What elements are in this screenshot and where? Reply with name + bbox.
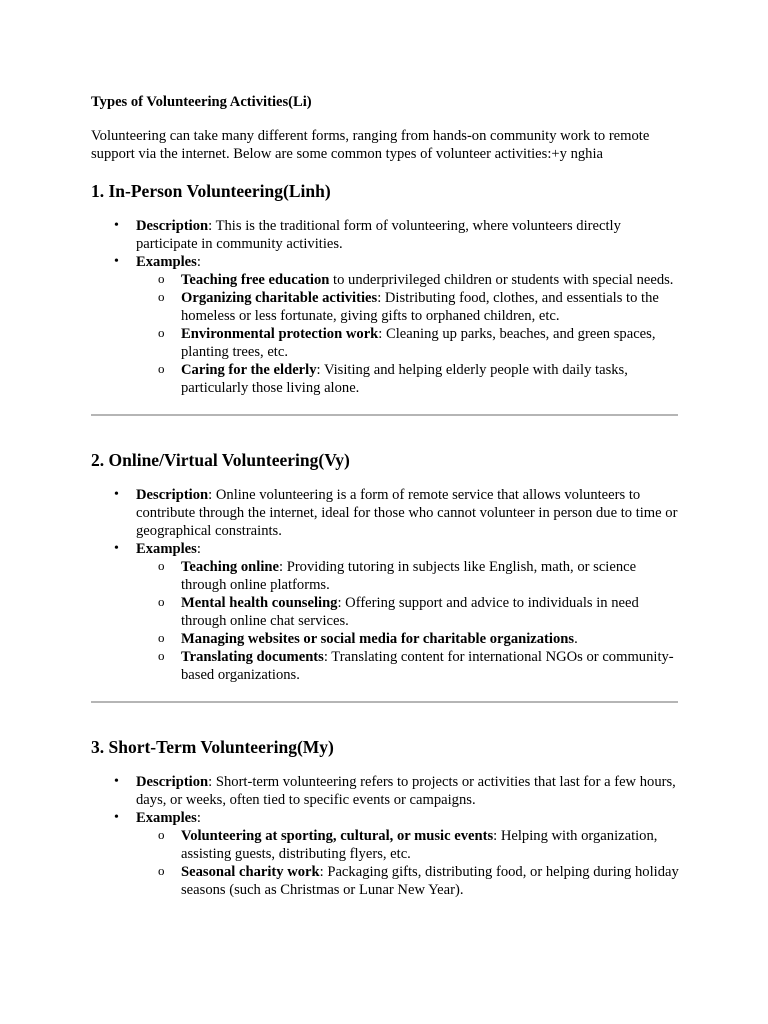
sub-bullet-icon: o: [158, 289, 165, 304]
sub-bullet-icon: o: [158, 361, 165, 376]
sub-bullet-icon: o: [158, 594, 165, 609]
section-heading: 1. In-Person Volunteering(Linh): [91, 181, 331, 201]
example-text: : Cleaning up parks, beaches, and green spaces, planting trees, etc.: [181, 326, 656, 360]
sub-bullet-icon: o: [158, 630, 165, 645]
sub-bullet-icon: o: [158, 827, 165, 842]
sub-bullet-icon: o: [158, 271, 165, 286]
examples-label: Examples: [136, 810, 197, 826]
description-item: [91, 486, 681, 540]
description-text: : This is the traditional form of volunteering, where volunteers directly participate in community activities.: [136, 218, 621, 252]
section-bullet-list: [91, 486, 681, 684]
example-bold: Managing websites or social media for charitable organizations: [181, 631, 575, 647]
example-text: to underprivileged children or students with special needs.: [329, 272, 674, 288]
example-text: : Helping with organization, assisting guests, distributing flyers, etc.: [181, 828, 658, 862]
section-bullet-list: [91, 217, 681, 397]
bullet-icon: •: [114, 810, 119, 825]
example-item: [136, 558, 681, 594]
example-text: : Visiting and helping elderly people with daily tasks, particularly those living alone.: [181, 362, 628, 396]
example-item: [136, 630, 681, 648]
examples-list: [136, 271, 681, 397]
example-bold: Seasonal charity work: [181, 864, 320, 880]
examples-item: [91, 809, 681, 899]
sub-bullet-icon: o: [158, 863, 165, 878]
intro-paragraph: Volunteering can take many different forms, ranging from hands-on community work to remote support via the internet. Below are some common types of volunteer activities:+y nghia: [91, 128, 650, 162]
example-bold: Environmental protection work: [181, 326, 379, 342]
document-content: [91, 93, 681, 899]
example-bold: Teaching free education: [181, 272, 330, 288]
examples-item: [91, 540, 681, 684]
section-bullet-list: [91, 773, 681, 899]
bullet-icon: •: [114, 774, 119, 789]
examples-colon: :: [196, 810, 201, 826]
example-text: : Packaging gifts, distributing food, or helping during holiday seasons (such as Christmas or Lunar New Year).: [181, 864, 679, 898]
example-bold: Translating documents: [181, 649, 324, 665]
section-in-person: [91, 180, 681, 397]
section-divider: [91, 414, 678, 416]
examples-list: [136, 558, 681, 684]
example-item: [136, 271, 681, 289]
example-item: [136, 827, 681, 863]
example-item: [136, 863, 681, 899]
example-item: [136, 361, 681, 397]
sub-bullet-icon: o: [158, 325, 165, 340]
bullet-icon: •: [114, 541, 119, 556]
section-heading: 3. Short-Term Volunteering(My): [91, 737, 334, 757]
examples-label: Examples: [136, 254, 197, 270]
example-bold: Volunteering at sporting, cultural, or music events: [181, 828, 494, 844]
example-item: [136, 289, 681, 325]
example-text: : Offering support and advice to individuals in need through online chat services.: [181, 595, 639, 629]
example-bold: Organizing charitable activities: [181, 290, 378, 306]
description-item: [91, 217, 681, 253]
examples-item: [91, 253, 681, 397]
bullet-icon: •: [114, 218, 119, 233]
description-label: Description: [136, 774, 209, 790]
description-text: : Online volunteering is a form of remote service that allows volunteers to contribute through the internet, ideal for those who cannot volunteer in person due to time or geographical constraints.: [136, 487, 678, 539]
bullet-icon: •: [114, 254, 119, 269]
examples-colon: :: [196, 254, 201, 270]
sub-bullet-icon: o: [158, 558, 165, 573]
bullet-icon: •: [114, 487, 119, 502]
example-bold: Caring for the elderly: [181, 362, 317, 378]
description-text: : Short-term volunteering refers to projects or activities that last for a few hours, days, or weeks, often tied to specific events or campaigns.: [136, 774, 676, 808]
example-item: [136, 648, 681, 684]
example-bold: Teaching online: [181, 559, 279, 575]
example-text: .: [574, 631, 578, 647]
section-heading: 2. Online/Virtual Volunteering(Vy): [91, 450, 350, 470]
sub-bullet-icon: o: [158, 648, 165, 663]
example-text: : Providing tutoring in subjects like English, math, or science through online platforms.: [181, 559, 637, 593]
example-item: [136, 325, 681, 361]
description-label: Description: [136, 218, 209, 234]
example-text: : Translating content for international NGOs or community-based organizations.: [181, 649, 674, 683]
example-bold: Mental health counseling: [181, 595, 338, 611]
example-text: : Distributing food, clothes, and essentials to the homeless or less fortunate, giving gifts to orphaned children, etc.: [181, 290, 659, 324]
description-item: [91, 773, 681, 809]
example-item: [136, 594, 681, 630]
description-label: Description: [136, 487, 209, 503]
examples-list: [136, 827, 681, 899]
section-short-term: [91, 736, 681, 899]
section-divider: [91, 701, 678, 703]
document-title: Types of Volunteering Activities(Li): [91, 94, 312, 110]
examples-label: Examples: [136, 541, 197, 557]
examples-colon: :: [196, 541, 201, 557]
section-online-virtual: [91, 449, 681, 684]
